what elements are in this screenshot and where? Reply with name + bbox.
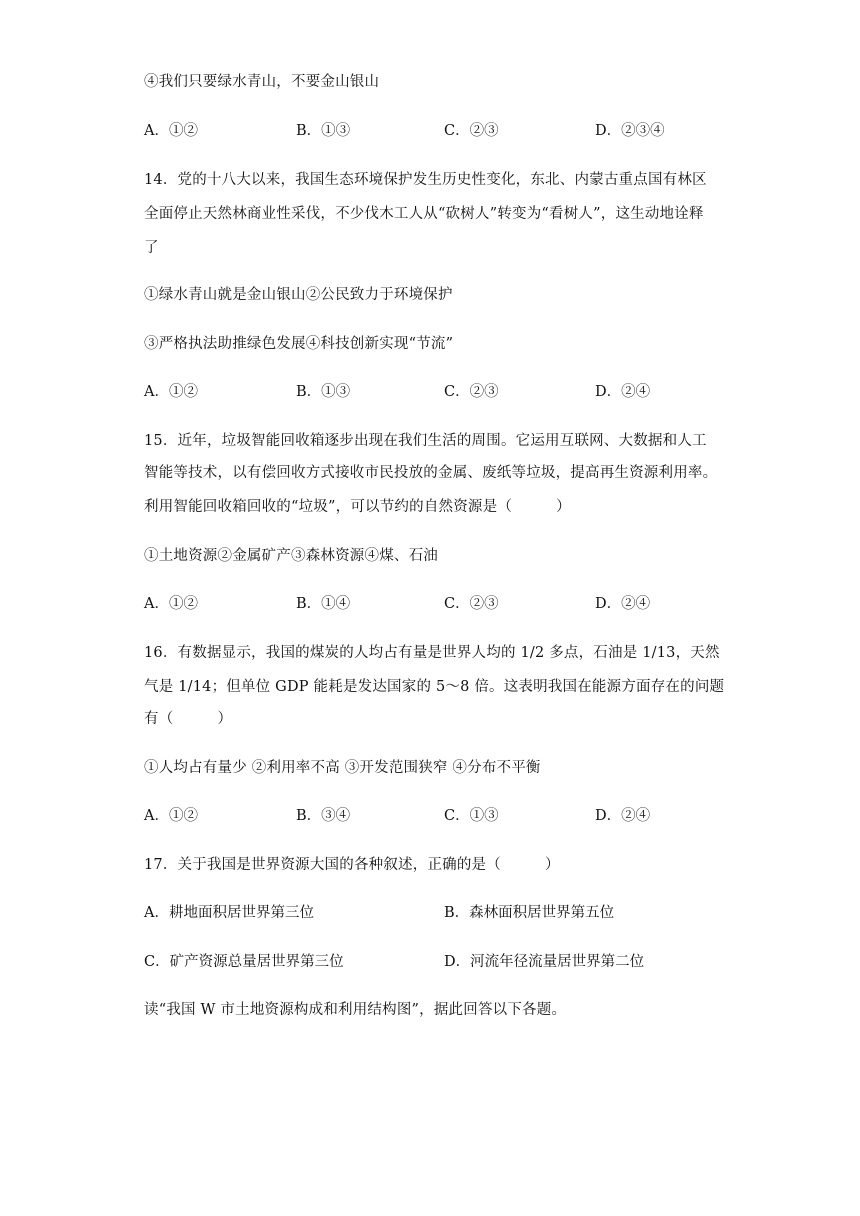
q16-items: ①人均占有量少 ②利用率不高 ③开发范围狭窄 ④分布不平衡 <box>144 760 541 776</box>
q14-stem-line-2: 全面停止天然林商业性采伐，不少伐木工人从“砍树人”转变为“看树人”，这生动地诠释 <box>144 206 704 222</box>
q14-items-line-1: ①绿水青山就是金山银山②公民致力于环境保护 <box>144 287 453 303</box>
q15-option-c: C．②③ <box>444 596 499 612</box>
q13-option-c: C．②③ <box>444 123 499 139</box>
q15-option-a: A．①② <box>144 596 198 612</box>
q16-option-c: C．①③ <box>444 808 499 824</box>
q15-stem-line-3: 利用智能回收箱回收的“垃圾”，可以节约的自然资源是（ ） <box>144 499 571 515</box>
q14-option-c: C．②③ <box>444 384 499 400</box>
q14-option-d: D．②④ <box>595 384 651 400</box>
q13-option-b: B．①③ <box>296 123 351 139</box>
q17-option-b: B．森林面积居世界第五位 <box>444 905 615 921</box>
q15-option-d: D．②④ <box>595 596 651 612</box>
q17-option-a: A．耕地面积居世界第三位 <box>144 905 314 921</box>
q13-option-a: A．①② <box>144 123 198 139</box>
q13-item-4: ④我们只要绿水青山，不要金山银山 <box>144 74 380 90</box>
q16-stem-line-3: 有（ ） <box>144 711 233 727</box>
q15-items: ①土地资源②金属矿产③森林资源④煤、石油 <box>144 548 438 564</box>
q14-option-a: A．①② <box>144 384 198 400</box>
q14-items-line-2: ③严格执法助推绿色发展④科技创新实现“节流” <box>144 336 454 352</box>
q17-option-d: D．河流年径流量居世界第二位 <box>444 954 645 970</box>
q14-stem-line-3: 了 <box>144 240 159 256</box>
q16-option-d: D．②④ <box>595 808 651 824</box>
q17-option-c: C．矿产资源总量居世界第三位 <box>144 954 344 970</box>
q16-stem-line-2: 气是 1/14；但单位 GDP 能耗是发达国家的 5～8 倍。这表明我国在能源方面存在的问题 <box>144 679 725 695</box>
q14-stem-line-1: 14．党的十八大以来，我国生态环境保护发生历史性变化，东北、内蒙古重点国有林区 <box>144 172 707 188</box>
q16-option-b: B．③④ <box>296 808 351 824</box>
q16-stem-line-1: 16．有数据显示，我国的煤炭的人均占有量是世界人均的 1/2 多点，石油是 1/13，天然 <box>144 645 720 661</box>
q13-option-d: D．②③④ <box>595 123 665 139</box>
q17-stem: 17．关于我国是世界资源大国的各种叙述，正确的是（ ） <box>144 857 560 873</box>
q16-option-a: A．①② <box>144 808 198 824</box>
reading-prompt: 读“我国 W 市土地资源构成和利用结构图”，据此回答以下各题。 <box>144 1002 567 1018</box>
q14-option-b: B．①③ <box>296 384 351 400</box>
q15-option-b: B．①④ <box>296 596 351 612</box>
q15-stem-line-1: 15．近年，垃圾智能回收箱逐步出现在我们生活的周围。它运用互联网、大数据和人工 <box>144 433 707 449</box>
q15-stem-line-2: 智能等技术，以有偿回收方式接收市民投放的金属、废纸等垃圾，提高再生资源利用率。 <box>144 465 718 481</box>
